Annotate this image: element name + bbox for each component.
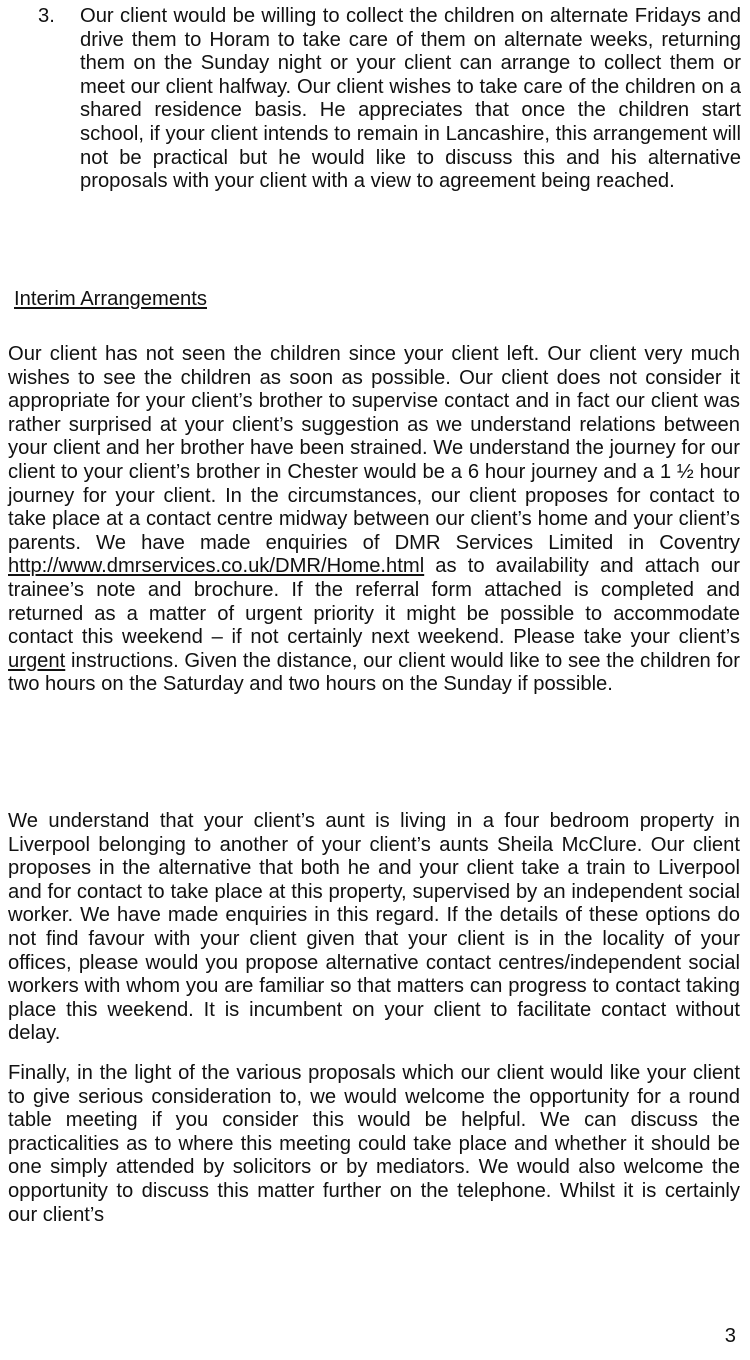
page-number: 3	[724, 1325, 736, 1347]
paragraph-liverpool-alternative: We understand that your client’s aunt is living in a four bedroom property in Liverpool belonging to another of your client’s aunts Sheila McClure. Our client proposes in the alternative that both he and your client take a train to Liverpool and for contact to take place at this property, supervised by an independent social worker. We have made enquiries in this regard. If the details of these options do not find favour with your client given that your client is in the locality of your offices, please would you propose alternative contact centres/independent social workers with whom you are familiar so that matters can progress to contact taking place this weekend. It is incumbent on your client to facilitate contact without delay.	[8, 810, 740, 1045]
paragraph-text: Our client has not seen the children since your client left. Our client very much wishes to see the children as soon as possible. Our client does not consider it appropriate for your client’s brother to supervise contact and in fact our client was rather surprised at your client’s suggestion as we understand relations between your client and her brother have been strained. We understand the journey for our client to your client’s brother in Chester would be a 6 hour journey and a 1 ½ hour journey for your client. In the circumstances, our client proposes for contact to take place at a contact centre midway between our client’s home and your client’s parents. We have made enquiries of DMR Services Limited in Coventry	[8, 343, 740, 554]
emphasis-urgent: urgent	[8, 649, 66, 672]
item-text: Our client would be willing to collect the children on alternate Fridays and drive them to Horam to take care of them on alternate weeks, returning them on the Sunday night or your client can arrange to collect them or meet our client halfway. Our client wishes to take care of the children on a shared residence basis. He appreciates that once the children start school, if your client intends to remain in Lancashire, this arrangement will not be practical but he would like to discuss this and his alternative proposals with your client with a view to agreement being reached.	[80, 5, 741, 193]
paragraph-round-table: Finally, in the light of the various proposals which our client would like your client to give serious consideration to, we would welcome the opportunity for a round table meeting if you consider this would be helpful. We can discuss the practicalities as to where this meeting could take place and whether it should be one simply attended by solicitors or by mediators. We would also welcome the opportunity to discuss this matter further on the telephone. Whilst it is certainly our client’s	[8, 1062, 740, 1226]
paragraph-text: as to availability and attach our trainee’s note and brochure. If the referral form attached is completed and returned as a matter of urgent priority it might be possible to accommodate contact this weekend – if not certainly next weekend. Please take your client’s	[8, 555, 740, 649]
numbered-item-3	[38, 5, 741, 194]
paragraph-interim-contact	[8, 343, 740, 697]
item-number: 3.	[38, 5, 55, 27]
section-heading: Interim Arrangements	[14, 288, 207, 310]
dmr-services-link[interactable]: http://www.dmrservices.co.uk/DMR/Home.html	[8, 555, 425, 578]
paragraph-text: instructions. Given the distance, our client would like to see the children for two hours on the Saturday and two hours on the Sunday if possible.	[8, 649, 740, 696]
